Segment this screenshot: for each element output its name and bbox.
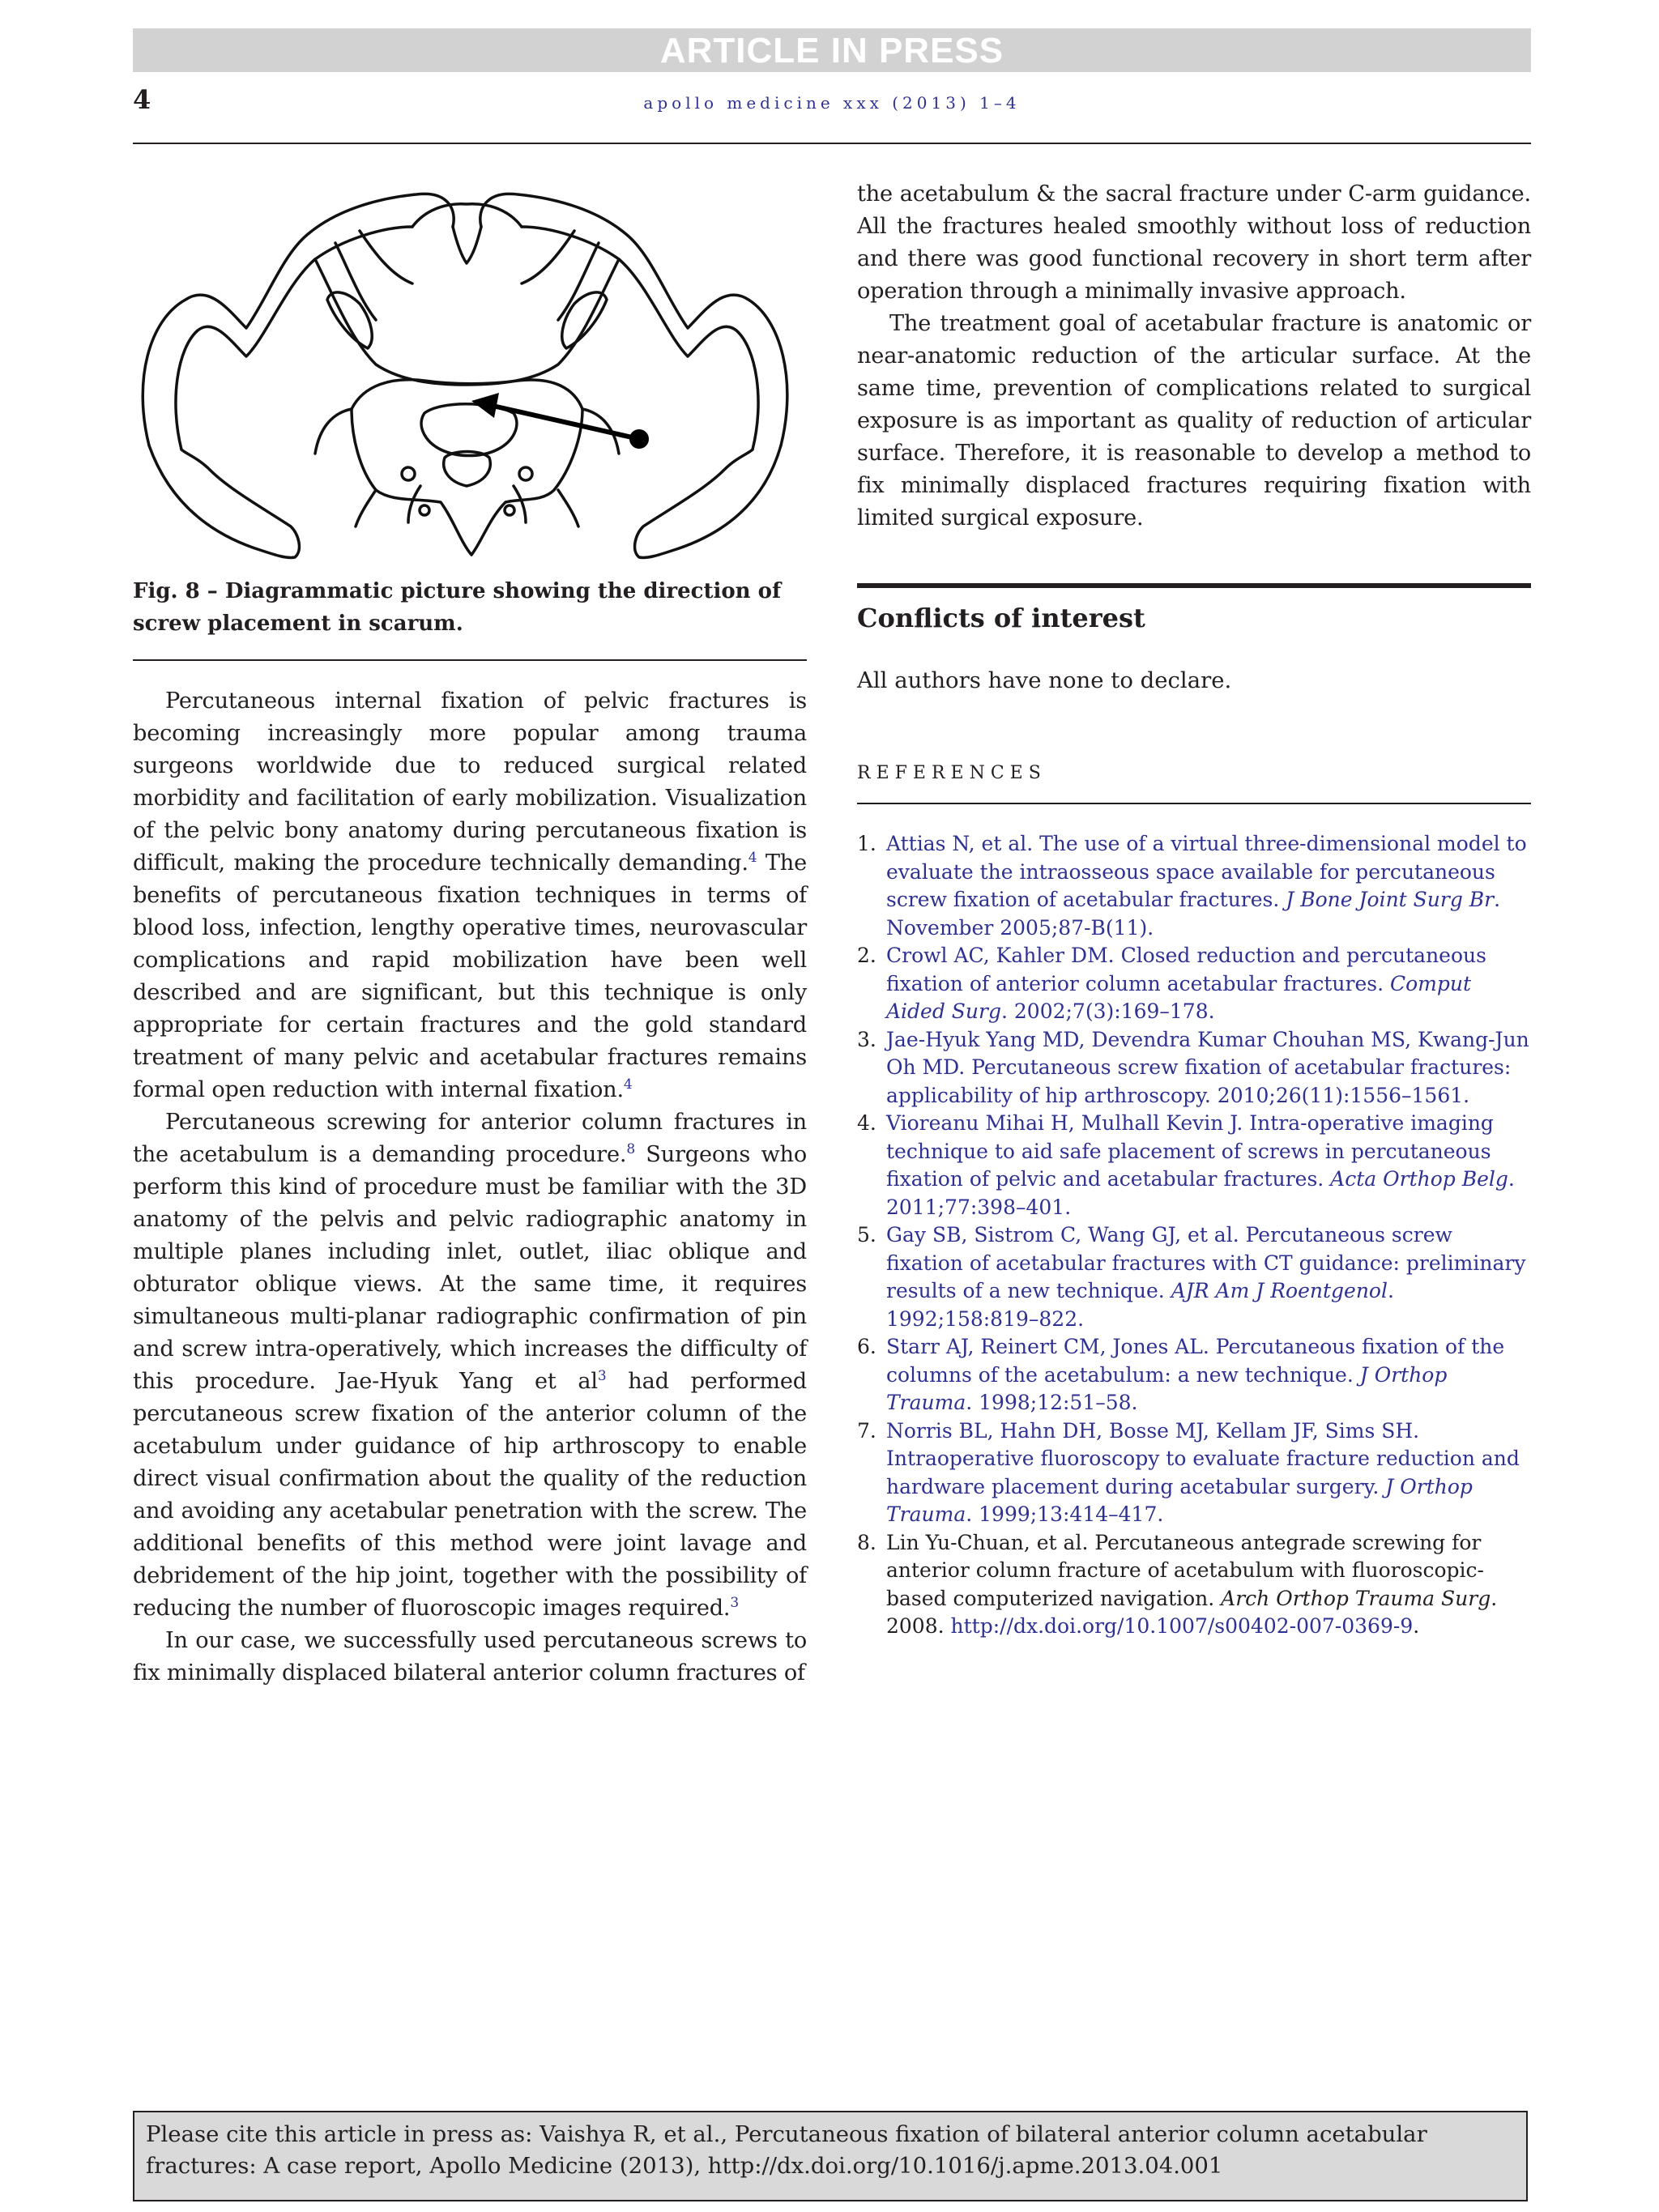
right-column [857, 178, 1531, 1641]
paragraph-text: The benefits of percutaneous fixation techniques in terms of blood loss, infection, lengthy operative times, neurovascular complications and rapid mobilization have been well described and are significant, but this technique is only appropriate for certain fractures and the gold standard treatment of many pelvic and acetabular fractures remains formal open reduction with internal fixation. [133, 850, 807, 1102]
paragraph-text: had performed percutaneous screw fixation of the anterior column of the acetabulum under guidance of hip arthroscopy to enable direct visual confirmation about the quality of the reduction and avoiding any acetabular penetration with the screw. The additional benefits of this method were joint lavage and debridement of the hip joint, together with the possibility of reducing the number of fluoroscopic images required. [133, 1369, 807, 1621]
reference-number: 6. [857, 1335, 876, 1358]
reference-details[interactable]: . 2002;7(3):169–178. [1000, 999, 1215, 1023]
reference-journal[interactable]: J Orthop Trauma [886, 1474, 1473, 1526]
paragraph-text: In our case, we successfully used percutaneous screws to fix minimally displaced bilateral anterior column fractures of [133, 1628, 807, 1686]
paragraph [857, 178, 1531, 308]
paragraph [133, 1625, 807, 1690]
page-number: 4 [133, 84, 151, 115]
reference-text[interactable]: Jae-Hyuk Yang MD, Devendra Kumar Chouhan MS, Kwang-Jun Oh MD. Percutaneous screw fixation of acetabular fractures: applicability of hip arthroscopy. 2010;26(11):1556–1561. [886, 1027, 1529, 1107]
paragraph-text: Percutaneous internal fixation of pelvic fractures is becoming increasingly more popular among trauma surgeons worldwide due to reduced surgical related morbidity and facilitation of early mobilization. Visualization of the pelvic bony anatomy during percutaneous fixation is difficult, making the procedure technically demanding. [133, 688, 807, 876]
caption-rule [133, 659, 807, 661]
reference-item [857, 942, 1531, 1026]
paragraph-text: The treatment goal of acetabular fracture is anatomic or near-anatomic reduction of the articular surface. At the same time, prevention of complications related to surgical exposure is as important as quality of reduction of articular surface. Therefore, it is reasonable to develop a method to fix minimally displaced fractures requiring fixation with limited surgical exposure. [857, 311, 1531, 531]
references-list [857, 830, 1531, 1641]
paragraph-text: the acetabulum & the sacral fracture under C-arm guidance. All the fractures healed smoothly without loss of reduction and there was good functional recovery in short term after operation through a minimally invasive approach. [857, 181, 1531, 304]
reference-item [857, 1417, 1531, 1529]
reference-details[interactable]: . 2011;77:398–401. [886, 1167, 1515, 1219]
conflicts-text: All authors have none to declare. [857, 667, 1232, 693]
citation-link[interactable]: 4 [623, 1076, 633, 1093]
reference-item [857, 1221, 1531, 1333]
right-body-text [857, 178, 1531, 535]
reference-item [857, 1333, 1531, 1417]
pelvis-diagram-figure [133, 178, 807, 575]
paragraph [133, 1106, 807, 1625]
reference-details[interactable]: . November 2005;87-B(11). [886, 888, 1501, 940]
citation-link[interactable]: 3 [730, 1594, 739, 1611]
paragraph [133, 685, 807, 1106]
left-column [133, 178, 807, 1690]
conflicts-heading: Conflicts of interest [857, 583, 1531, 633]
left-body-text [133, 685, 807, 1690]
citation-link[interactable]: 3 [597, 1367, 607, 1384]
article-in-press-banner: ARTICLE IN PRESS [133, 28, 1531, 72]
header-rule [133, 143, 1531, 144]
reference-item [857, 1110, 1531, 1221]
reference-number: 2. [857, 944, 876, 967]
paragraph-text: Surgeons who perform this kind of procedure must be familiar with the 3D anatomy of the pelvis and pelvic radiographic anatomy in multiple planes including inlet, outlet, iliac oblique and obturator oblique views. At the same time, it requires simultaneous multi-planar radiographic confirmation of pin and screw intra-operatively, which increases the difficulty of this procedure. Jae-Hyuk Yang et al [133, 1142, 807, 1394]
reference-details[interactable]: . 1992;158:819–822. [886, 1279, 1394, 1331]
reference-item [857, 830, 1531, 942]
citation-link[interactable]: 8 [626, 1140, 635, 1157]
reference-details[interactable]: . 1999;13:414–417. [966, 1502, 1164, 1526]
reference-text[interactable]: Starr AJ, Reinert CM, Jones AL. Percutaneous fixation of the columns of the acetabulum: a new technique. [886, 1335, 1505, 1387]
reference-journal[interactable]: Comput Aided Surg [886, 971, 1472, 1023]
reference-text: Lin Yu-Chuan, et al. Percutaneous antegrade screwing for anterior column fracture of acetabulum with fluoroscopic-based computerized navigation. [886, 1530, 1485, 1610]
reference-number: 7. [857, 1418, 876, 1443]
reference-details[interactable]: . 1998;12:51–58. [966, 1391, 1138, 1414]
reference-text[interactable]: Crowl AC, Kahler DM. Closed reduction and percutaneous fixation of anterior column acetabular fractures. [886, 944, 1486, 995]
doi-link[interactable]: http://dx.doi.org/10.1007/s00402-007-0369-9 [950, 1614, 1414, 1638]
references-rule [857, 803, 1531, 804]
paragraph-text: Percutaneous screwing for anterior column fractures in the acetabulum is a demanding procedure. [133, 1110, 807, 1167]
reference-text[interactable]: Gay SB, Sistrom C, Wang GJ, et al. Percutaneous screw fixation of acetabular fractures with CT guidance: preliminary results of a new technique. [886, 1223, 1526, 1302]
screw-direction-arrow [471, 393, 649, 449]
reference-journal[interactable]: J Orthop Trauma [886, 1362, 1448, 1414]
reference-journal[interactable]: Acta Orthop Belg [1330, 1167, 1508, 1191]
reference-number: 3. [857, 1027, 876, 1051]
reference-item [857, 1529, 1531, 1641]
running-head: apollo medicine xxx (2013) 1–4 [643, 93, 1021, 113]
pelvis-diagram [133, 178, 807, 575]
reference-number: 4. [857, 1111, 876, 1135]
paragraph [857, 308, 1531, 535]
reference-number: 8. [857, 1530, 876, 1554]
reference-journal: Arch Orthop Trauma Surg [1221, 1586, 1491, 1610]
reference-number: 1. [857, 832, 876, 855]
reference-text[interactable]: Norris BL, Hahn DH, Bosse MJ, Kellam JF, Sims SH. Intraoperative fluoroscopy to evaluate fracture reduction and hardware placement during acetabular surgery. [886, 1418, 1520, 1498]
reference-number: 5. [857, 1223, 876, 1247]
references-heading: REFERENCES [857, 763, 1047, 783]
citation-link[interactable]: 4 [748, 849, 757, 866]
reference-details: . 2008. [886, 1586, 1498, 1638]
figure-caption: Fig. 8 – Diagrammatic picture showing the direction of screw placement in scarum. [133, 579, 782, 636]
reference-text[interactable]: Vioreanu Mihai H, Mulhall Kevin J. Intra-operative imaging technique to aid safe placement of screws in percutaneous fixation of pelvic and acetabular fractures. [886, 1111, 1494, 1191]
citation-box: Please cite this article in press as: Vaishya R, et al., Percutaneous fixation of bilateral anterior column acetabular fractures: A case report, Apollo Medicine (2013), http://dx.doi.org/10.1016/j.apme.2013.04.001 [133, 2111, 1528, 2201]
reference-journal[interactable]: J Bone Joint Surg Br [1286, 888, 1495, 911]
reference-item [857, 1026, 1531, 1110]
reference-text[interactable]: Attias N, et al. The use of a virtual three-dimensional model to evaluate the intraosseous space available for percutaneous screw fixation of acetabular fractures. [886, 832, 1527, 911]
reference-journal[interactable]: AJR Am J Roentgenol [1171, 1279, 1388, 1302]
reference-punctuation: . [1413, 1614, 1420, 1638]
